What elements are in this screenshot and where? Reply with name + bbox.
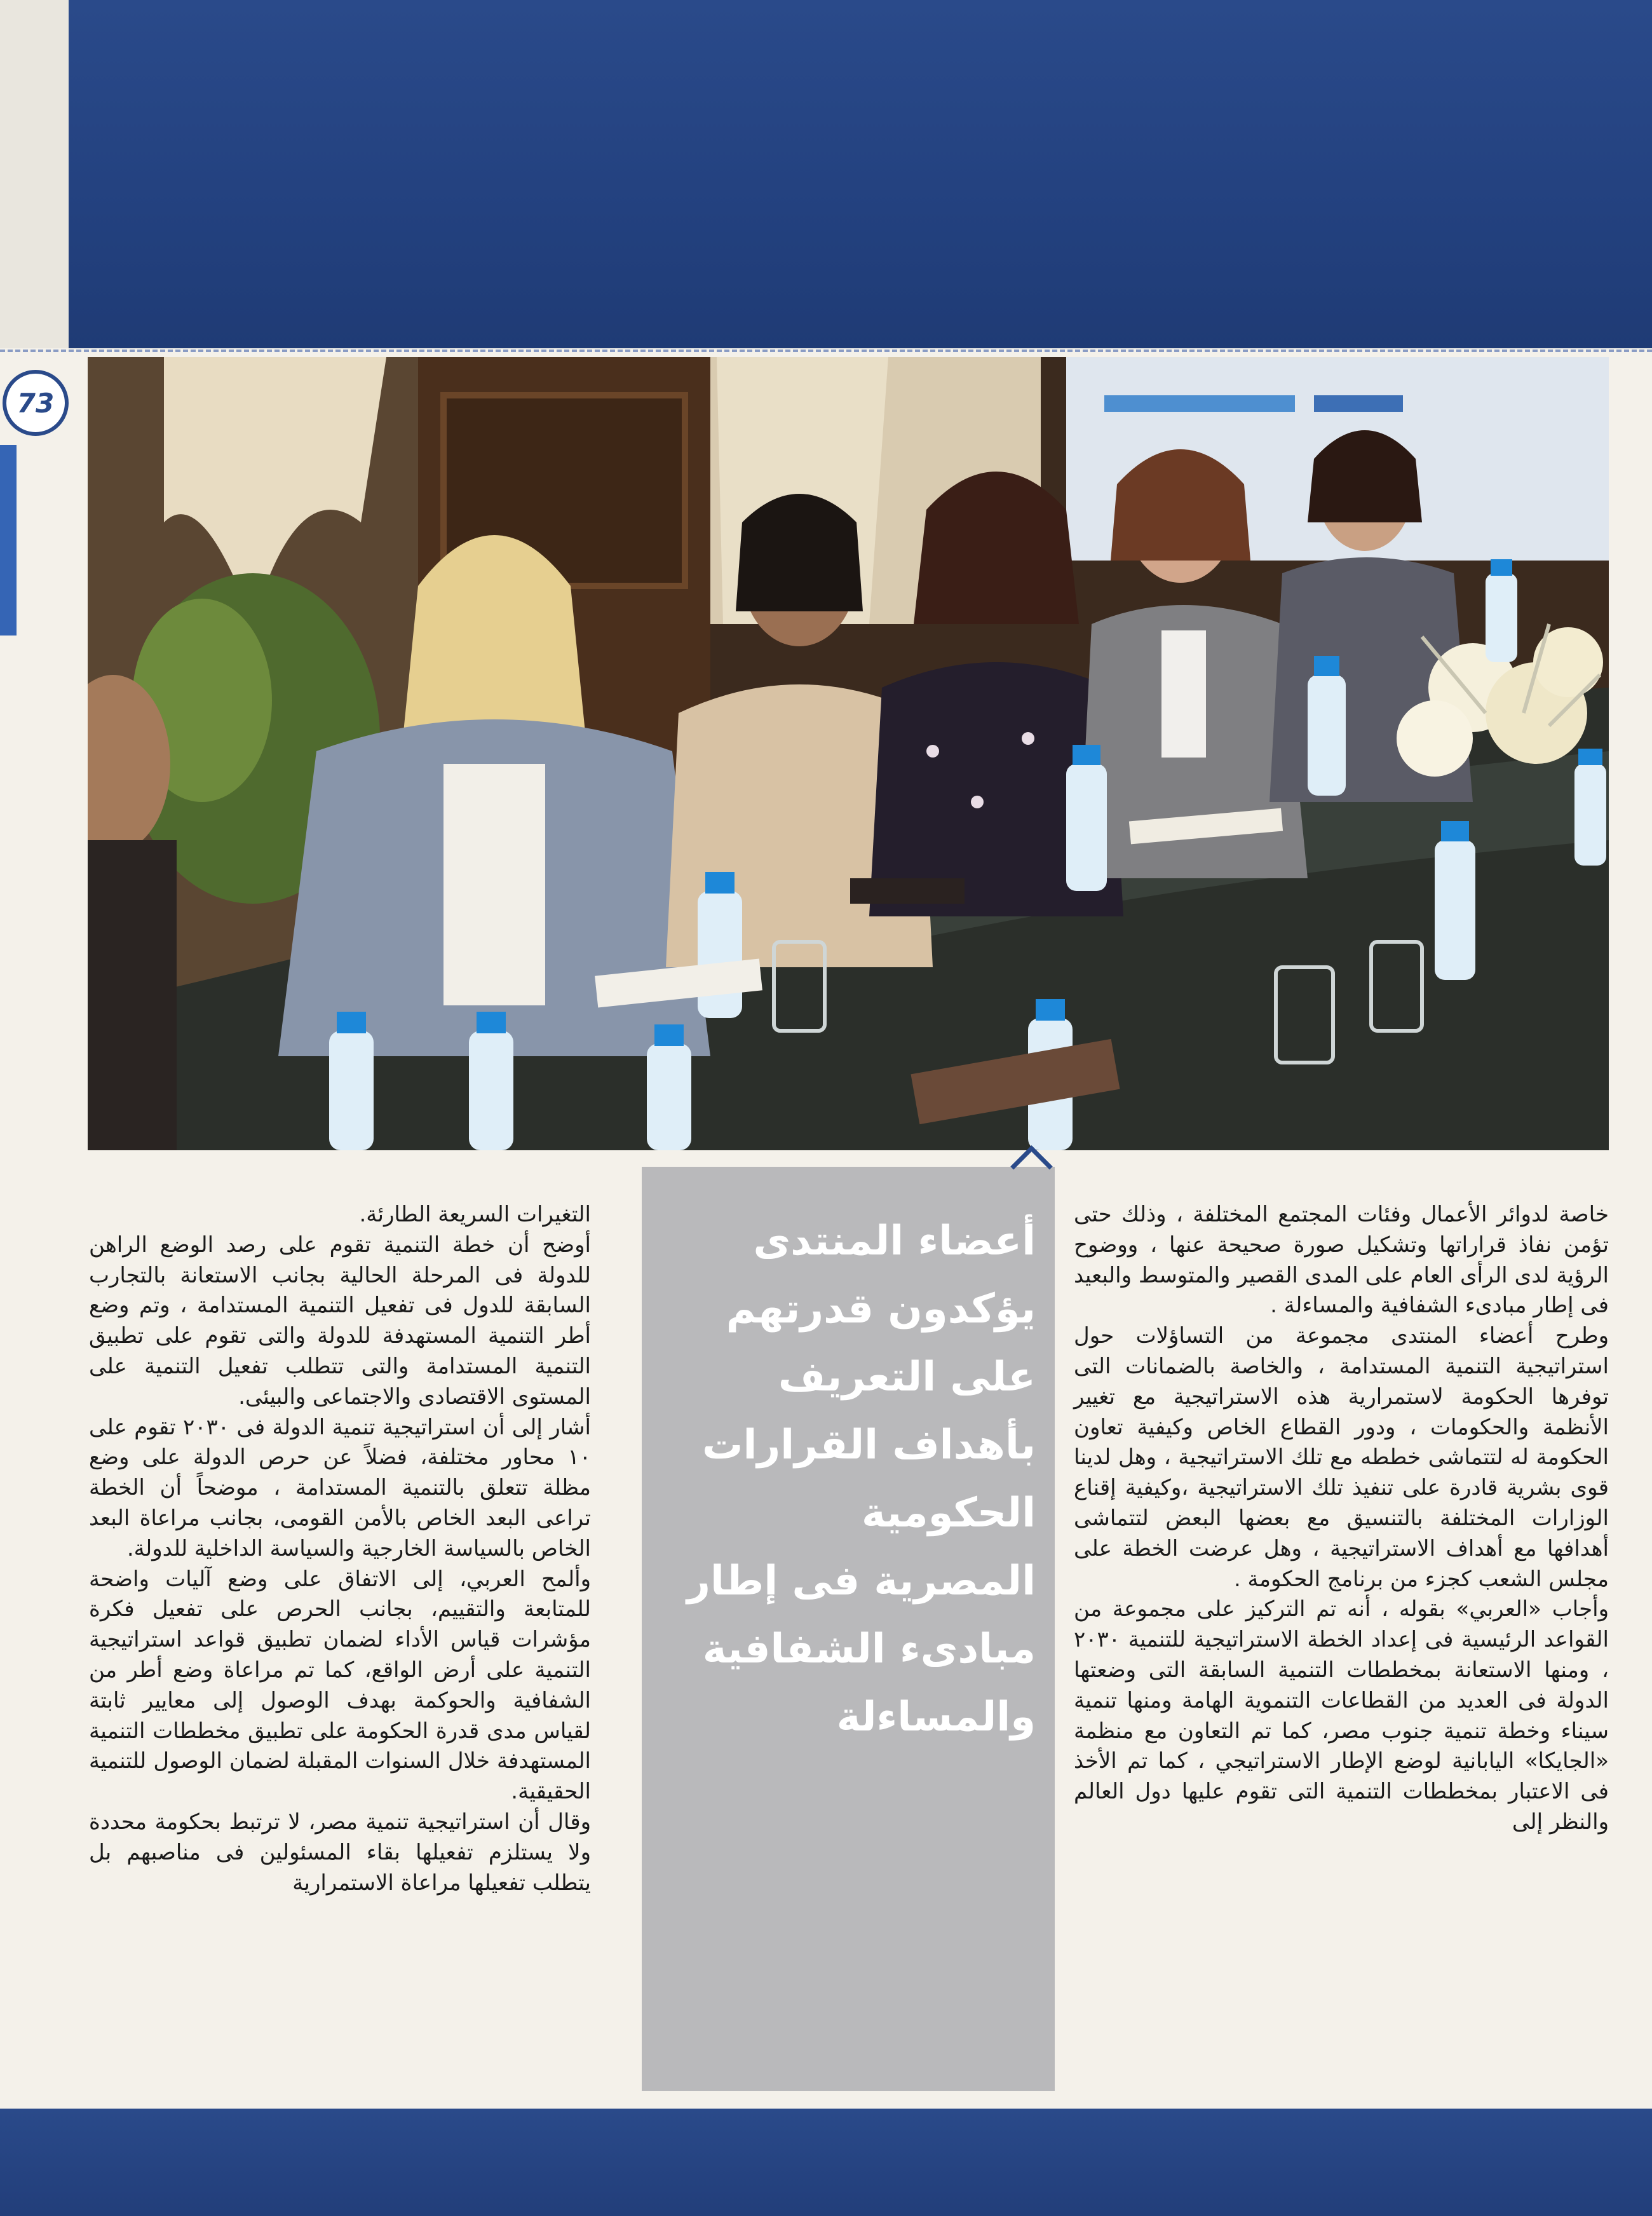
pull-quote-line: والمساءلة <box>836 1694 1036 1741</box>
pull-quote-line: الحكومية <box>862 1490 1036 1537</box>
page-number: 73 <box>3 370 69 436</box>
bottom-gap <box>0 2091 1652 2109</box>
article-paragraph: وألمح العربي، إلى الاتفاق على وضع آليات واضحة للمتابعة والتقييم، بجانب الحرص على تفعيل فكرة مؤشرات قياس الأداء لضمان تطبيق قواعد استراتيجية التنمية على أرض الواقع، كما تم مراعاة وضع أطر من الشفافية والحوكمة بهدف الوصول إلى معايير ثابتة لقياس مدى قدرة الحكومة على تطبيق مخططات التنمية المستهدفة خلال السنوات المقبلة لضمان الوصول للتنمية الحقيقية. <box>89 1566 591 1805</box>
article-paragraph: أشار إلى أن استراتيجية تنمية الدولة فى ٢٠٣٠ تقوم على ١٠ محاور مختلفة، فضلاً عن حرص الدولة على وضع مظلة تتعلق بالتنمية المستدامة ، موضحاً أن الخطة تراعى البعد الخاص بالأمن القومى، بجانب مراعاة البعد الخاص بالسياسة الخارجية والسياسة الداخلية للدولة. <box>89 1414 591 1561</box>
pull-quote-line: يؤكدون قدرتهم <box>726 1286 1036 1333</box>
pull-quote <box>661 1207 1036 1751</box>
left-margin-strip <box>0 0 69 348</box>
pull-quote-line: مبادىء الشفافية <box>702 1626 1036 1673</box>
meeting-photo-illustration <box>88 357 1609 1150</box>
participant-partial-left <box>88 675 177 1150</box>
section-tab <box>0 445 17 636</box>
top-color-band <box>69 0 1652 348</box>
article-paragraph: التغيرات السريعة الطارئة. <box>359 1202 591 1227</box>
dashed-divider <box>0 350 1652 352</box>
pull-quote-line: بأهداف القرارات <box>702 1422 1036 1469</box>
meeting-photo <box>88 357 1609 1150</box>
pull-quote-line: أعضاء المنتدى <box>753 1218 1036 1265</box>
pull-quote-line: على التعريف <box>778 1354 1036 1401</box>
article-column-right <box>1074 1200 1609 1838</box>
article-column-left <box>89 1200 591 1898</box>
article-paragraph: خاصة لدوائر الأعمال وفئات المجتمع المختلفة ، وذلك حتى تؤمن نفاذ قراراتها وتشكيل صورة صحيحة عنها ، ووضوح الرؤية لدى الرأى العام على المدى القصير والمتوسط والبعيد فى إطار مبادىء الشفافية والمساءلة . <box>1074 1202 1609 1319</box>
article-paragraph: وطرح أعضاء المنتدى مجموعة من التساؤلات حول استراتيجية التنمية المستدامة ، والخاصة بالضمانات التى توفرها الحكومة لاستمرارية هذه الاستراتيجية مع تغيير الأنظمة والحكومات ، ودور القطاع الخاص وكيفية تعاون الحكومة له لتتماشى خططه مع تلك الاستراتيجية ، وهل لدينا قوى بشرية قادرة على تنفيذ تلك الاستراتيجية ،وكيفية إقناع الوزارات المختلفة بالتنسيق مع بعضها البعض لتتماشى أهدافها مع أهداف الاستراتيجية ، وهل عرضت الخطة على مجلس الشعب كجزء من برنامج الحكومة . <box>1074 1323 1609 1592</box>
article-paragraph: أوضح أن خطة التنمية تقوم على رصد الوضع الراهن للدولة فى المرحلة الحالية بجانب الاستعانة بالتجارب السابقة للدول فى تفعيل التنمية المستدامة ، وتم وضع أطر التنمية المستهدفة للدولة والتى تقوم على تطبيق التنمية المستدامة والتى تتطلب تفعيل التنمية على المستوى الاقتصادى والاجتماعى والبيئى. <box>89 1232 591 1410</box>
pull-quote-line: المصرية فى إطار <box>687 1558 1036 1605</box>
article-paragraph: وأجاب «العربي» بقوله ، أنه تم التركيز على مجموعة من القواعد الرئيسية فى إعداد الخطة الاستراتيجية للتنمية ٢٠٣٠ ، ومنها الاستعانة بمخططات التنمية السابقة التى وضعتها الدولة فى العديد من القطاعات التنموية الهامة ومنها تنمية سيناء وخطة تنمية جنوب مصر، كما تم التعاون مع منظمة «الجايكا» اليابانية لوضع الإطار الاستراتيجي ، كما تم الأخذ فى الاعتبار بمخططات التنمية التى تقوم عليها دول العالم والنظر إلى <box>1074 1596 1609 1835</box>
article-paragraph: وقال أن استراتيجية تنمية مصر، لا ترتبط بحكومة محددة ولا يستلزم تفعيلها بقاء المسئولين فى مناصبهم بل يتطلب تفعيلها مراعاة الاستمرارية <box>89 1809 591 1896</box>
bottom-color-band <box>0 2109 1652 2216</box>
